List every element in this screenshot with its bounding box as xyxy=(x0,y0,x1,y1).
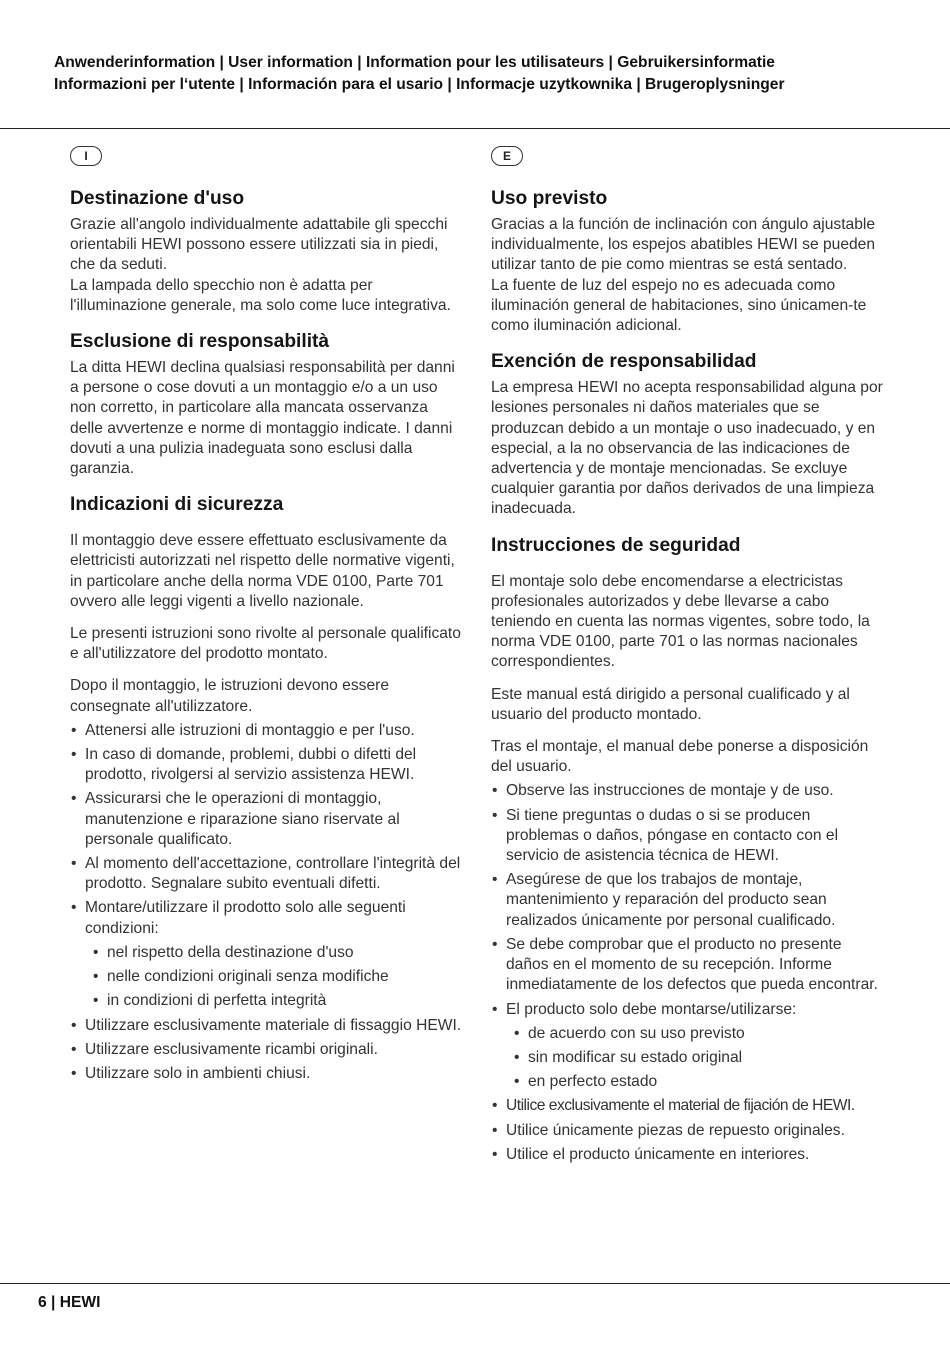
paragraph: La fuente de luz del espejo no es adecuada como iluminación general de habitaciones, sino únicamen-te como iluminación adicional. xyxy=(491,276,867,335)
safety-bullet-list-continued xyxy=(491,1096,886,1165)
list-item: • in condizioni di perfetta integrità xyxy=(70,991,465,1011)
section-title-safety: Instrucciones de seguridad xyxy=(491,534,741,556)
safety-bullet-list-continued xyxy=(70,1016,465,1085)
section-title-safety: Indicazioni di sicurezza xyxy=(70,494,284,516)
paragraph: Gracias a la función de inclinación con ángulo ajustable individualmente, los espejos abatibles HEWI se pueden utilizar tanto de pie como mientras se está sentado. xyxy=(491,216,876,274)
paragraph: El montaje solo debe encomendarse a electricistas profesionales autorizados y debe llevarse a cabo teniendo en cuenta las normas vigentes, sobre todo, la norma VDE 0100, parte 701 o las normas nacionales correspondientes. xyxy=(491,572,870,671)
language-badge-italian: I xyxy=(70,146,102,166)
header-divider xyxy=(0,128,950,129)
list-item: • Utilice únicamente piezas de repuesto originales. xyxy=(491,1121,886,1141)
safety-bullet-list xyxy=(491,781,886,1019)
list-item: • Asegúrese de que los trabajos de montaje, mantenimiento y reparación del producto sean realizados únicamente por personal cualificado. xyxy=(491,870,886,931)
footer-divider xyxy=(0,1283,950,1284)
list-item: • Se debe comprobar que el producto no presente daños en el momento de su recepción. Informe inmediatamente de los defectos que pueda encontrar. xyxy=(491,935,886,996)
paragraph: Este manual está dirigido a personal cualificado y al usuario del producto montado. xyxy=(491,685,850,723)
list-item: • Montare/utilizzare il prodotto solo alle seguenti condizioni: xyxy=(70,898,465,938)
list-item: • In caso di domande, problemi, dubbi o difetti del prodotto, rivolgersi al servizio assistenza HEWI. xyxy=(70,745,465,785)
list-item: • Assicurarsi che le operazioni di montaggio, manutenzione e riparazione siano riservate al personale qualificato. xyxy=(70,789,465,850)
section-title-intended-use: Uso previsto xyxy=(491,188,608,209)
list-item: • Attenersi alle istruzioni di montaggio e per l'uso. xyxy=(70,721,465,741)
section-title-liability: Exención de responsabilidad xyxy=(491,351,757,373)
list-item: • Utilizzare esclusivamente materiale di fissaggio HEWI. xyxy=(70,1016,465,1036)
header-line-1: Anwenderinformation | User information | Information pour les utilisateurs | Gebruikersinformatie xyxy=(54,54,775,71)
paragraph: La empresa HEWI no acepta responsabilidad alguna por lesiones personales ni daños materiales que se produzcan debido a un montaje o uso inadecuado, y en especial, a la no observancia de las indicaciones de advertencia y de montaje mencionadas. Se excluye cualquier garantia por daños derivados de una limpieza inadecuada. xyxy=(491,379,883,518)
paragraph: La lampada dello specchio non è adatta per l'illuminazione generale, ma solo come luce integrativa. xyxy=(70,276,451,314)
list-item: • Utilizzare solo in ambienti chiusi. xyxy=(70,1064,465,1084)
paragraph: Dopo il montaggio, le istruzioni devono essere consegnate all'utilizzatore. xyxy=(70,677,389,715)
list-item: • Utilizzare esclusivamente ricambi originali. xyxy=(70,1040,465,1060)
paragraph: La ditta HEWI declina qualsiasi responsabilità per danni a persone o cose dovuti a un montaggio e/o a un uso non corretto, in particolare alla mancata osservanza delle avvertenze e norme di montaggio indicate. I danni dovuti a una pulizia inadeguata sono esclusi dalla garanzia. xyxy=(70,359,455,478)
conditions-sub-list xyxy=(491,1024,886,1093)
paragraph: Grazie all'angolo individualmente adattabile gli specchi orientabili HEWI possono essere utilizzati sia in piedi, che da seduti. xyxy=(70,216,448,274)
list-item: • Observe las instrucciones de montaje y de uso. xyxy=(491,781,886,801)
italian-column xyxy=(70,146,465,1088)
paragraph: Il montaggio deve essere effettuato esclusivamente da elettricisti autorizzati nel rispetto delle normative vigenti, in particolare anche della norma VDE 0100, Parte 701 ovvero alle leggi vigenti a livello nazionale. xyxy=(70,532,455,610)
list-item: • nelle condizioni originali senza modifiche xyxy=(70,967,465,987)
list-item: • de acuerdo con su uso previsto xyxy=(491,1024,886,1044)
paragraph: Tras el montaje, el manual debe ponerse a disposición del usuario. xyxy=(491,738,869,776)
list-item: • en perfecto estado xyxy=(491,1072,886,1092)
page-footer: 6 | HEWI xyxy=(38,1294,101,1311)
section-title-liability: Esclusione di responsabilità xyxy=(70,331,330,353)
list-item: • sin modificar su estado original xyxy=(491,1048,886,1068)
list-item: • nel rispetto della destinazione d'uso xyxy=(70,943,465,963)
list-item: • Utilice el producto únicamente en interiores. xyxy=(491,1145,886,1165)
safety-bullet-list xyxy=(70,721,465,939)
document-header xyxy=(54,52,934,96)
list-item: • Utilice exclusivamente el material de fijación de HEWI. xyxy=(491,1096,886,1116)
header-line-2: Informazioni per l‘utente | Información para el usario | Informacje uzytkownika | Brugeroplysninger xyxy=(54,76,785,93)
conditions-sub-list xyxy=(70,943,465,1012)
list-item: • El producto solo debe montarse/utilizarse: xyxy=(491,1000,886,1020)
list-item: • Si tiene preguntas o dudas o si se producen problemas o daños, póngase en contacto con el servicio de asistencia técnica de HEWI. xyxy=(491,806,886,867)
paragraph: Le presenti istruzioni sono rivolte al personale qualificato e all'utilizzatore del prodotto montato. xyxy=(70,625,461,663)
list-item: • Al momento dell'accettazione, controllare l'integrità del prodotto. Segnalare subito eventuali difetti. xyxy=(70,854,465,894)
section-title-intended-use: Destinazione d'uso xyxy=(70,188,245,209)
spanish-column xyxy=(491,146,886,1169)
language-badge-spanish: E xyxy=(491,146,523,166)
